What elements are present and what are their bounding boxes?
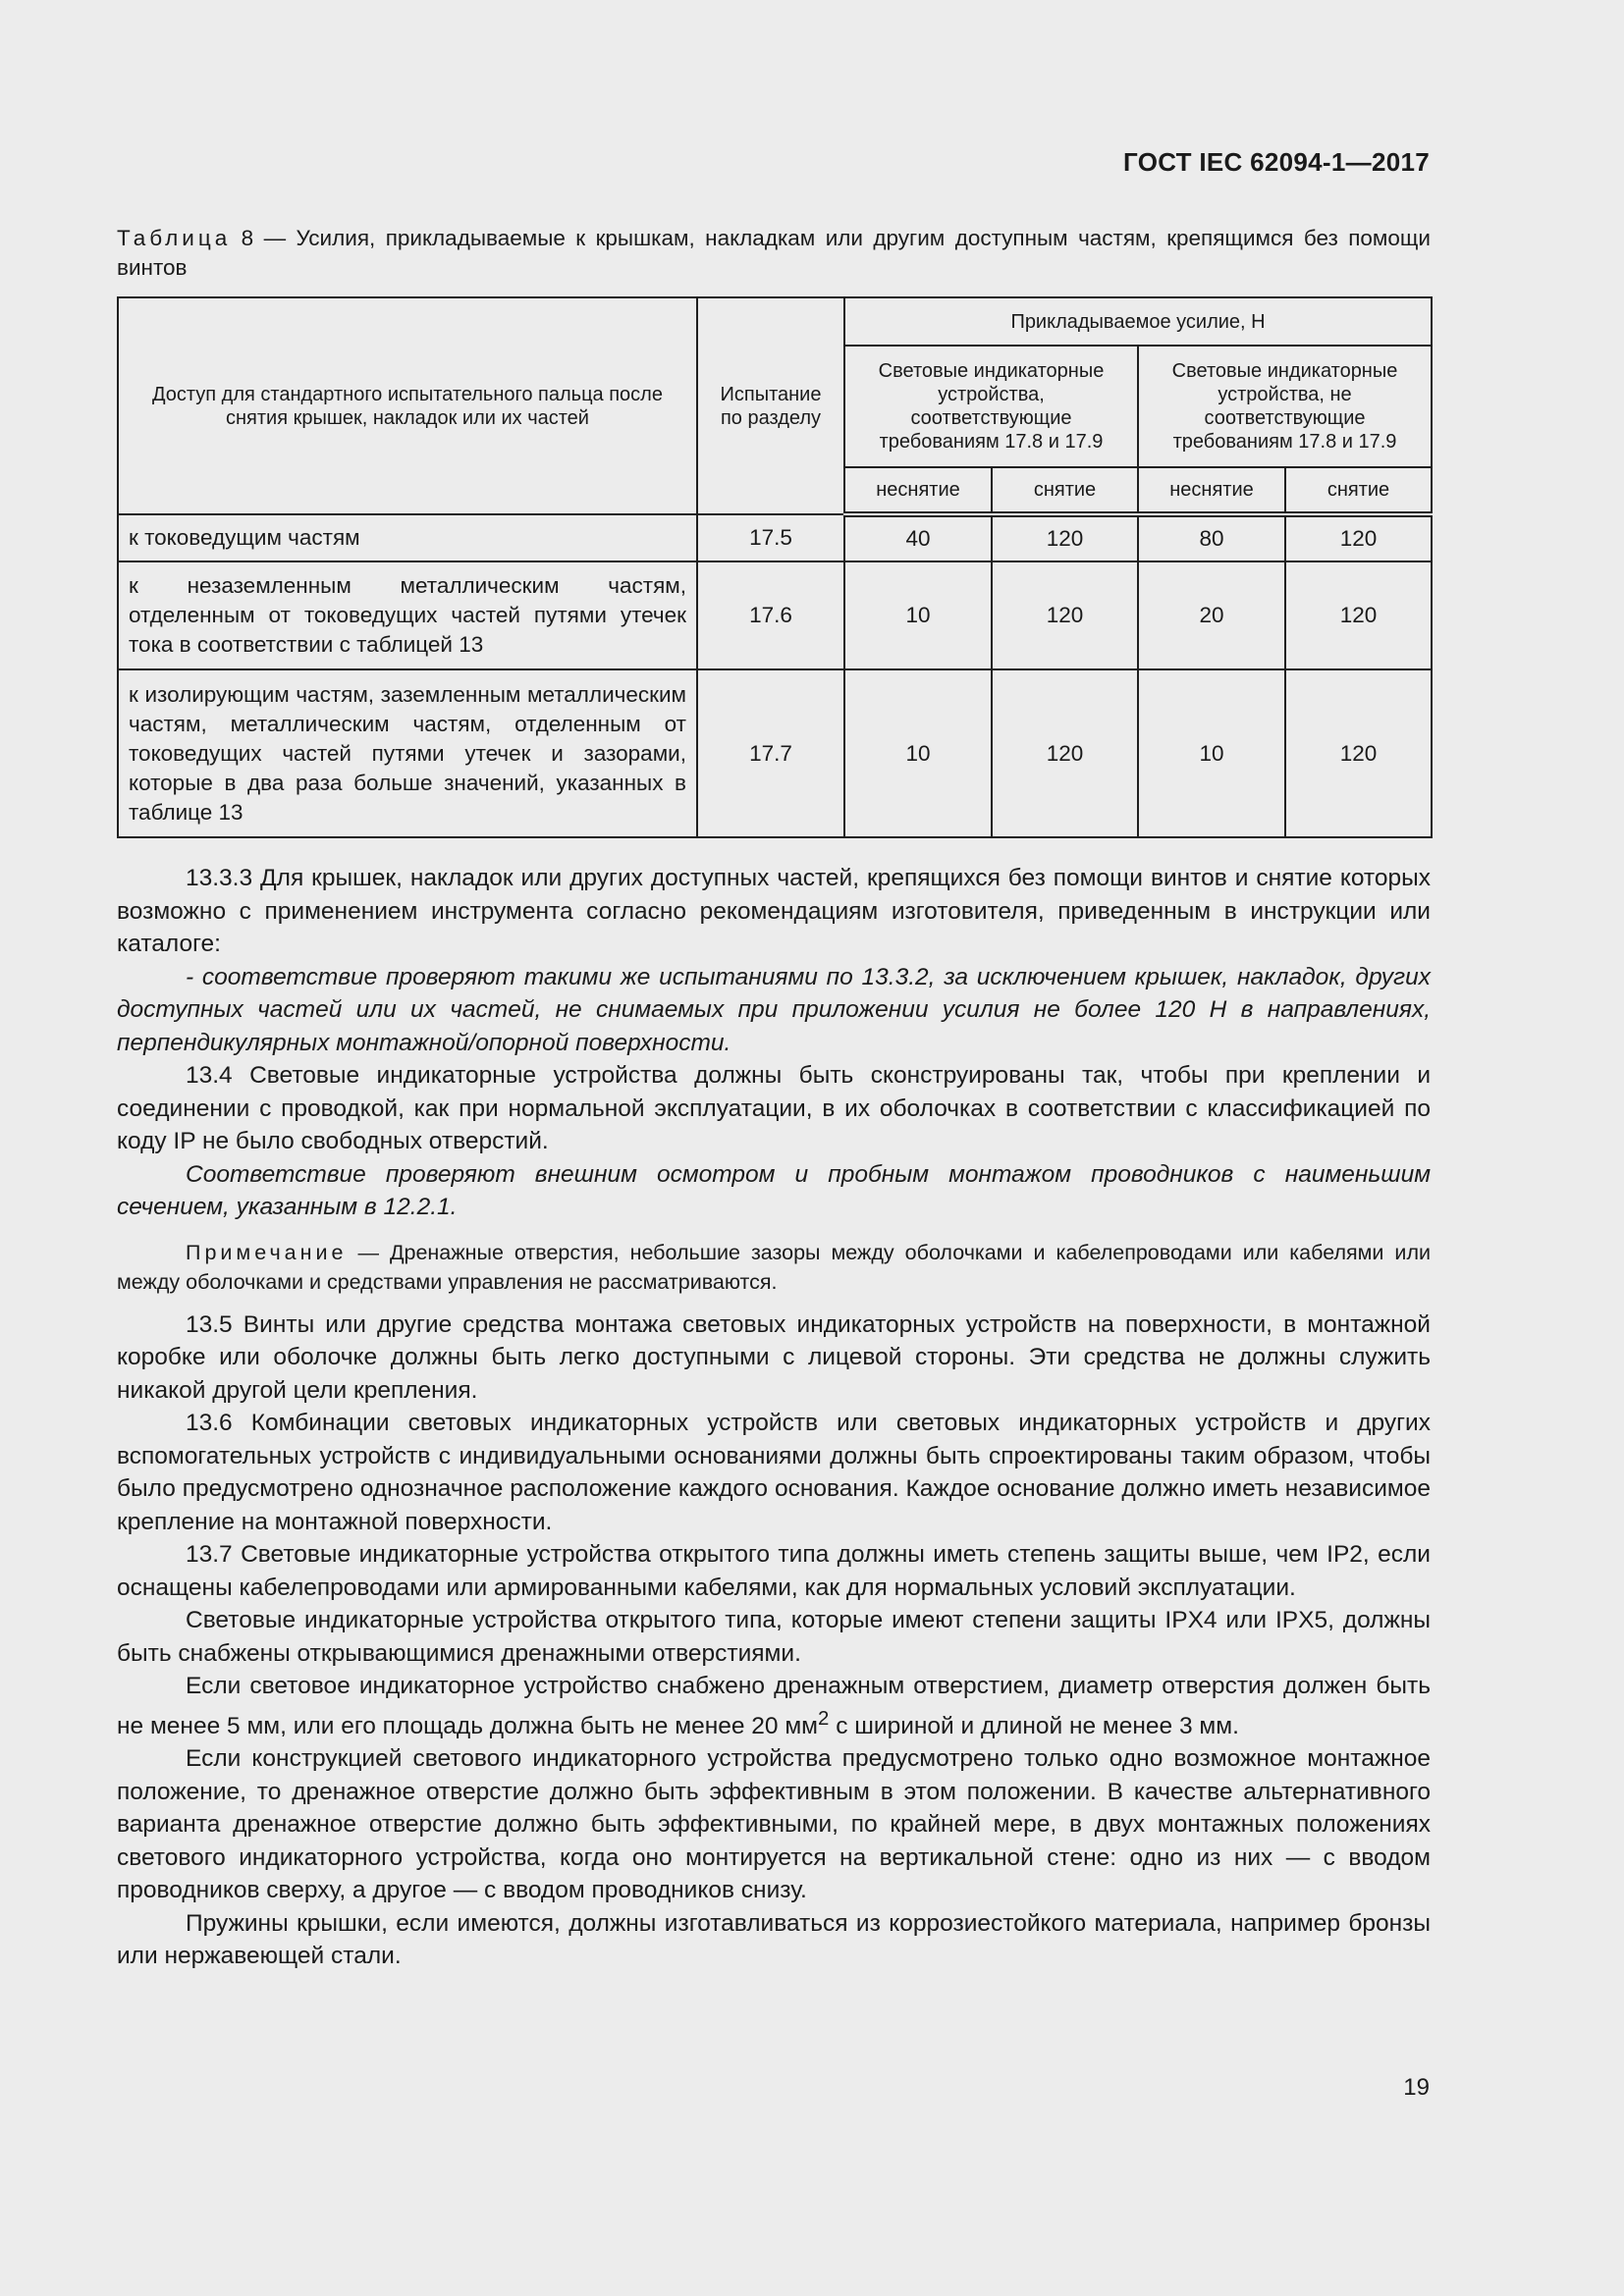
table-caption-text: 8 — Усилия, прикладываемые к крышкам, накладкам или другим доступным частям, крепящимся без помощи винтов (117, 226, 1431, 280)
row-label: к токоведущим частям (118, 514, 697, 561)
document-code: ГОСТ IEC 62094-1—2017 (1123, 147, 1430, 177)
row-value: 120 (992, 561, 1138, 669)
row-value: 120 (1285, 561, 1432, 669)
row-value: 120 (992, 514, 1138, 561)
row-value: 20 (1138, 561, 1285, 669)
row-label: к изолирующим частям, заземленным металлическим частям, металлическим частям, отделенным от токоведущих частей путями утечек и зазорами, которые в два раза больше значений, указанных в таблице 13 (118, 669, 697, 837)
subheader-not-removed: неснятие (1138, 467, 1285, 514)
row-value: 120 (992, 669, 1138, 837)
paragraph-13-4-compliance: Соответствие проверяют внешним осмотром и пробным монтажом проводников с наименьшим сечением, указанным в 12.2.1. (117, 1160, 1431, 1220)
row-test: 17.6 (697, 561, 844, 669)
row-value: 10 (1138, 669, 1285, 837)
header-applied-force: Прикладываемое усилие, Н (844, 297, 1432, 346)
table-row (118, 669, 1432, 837)
paragraph-13-7-drain: Световые индикаторные устройства открытого типа, которые имеют степени защиты IPX4 или IPX5, должны быть снабжены открывающимися дренажными отверстиями. (117, 1607, 1431, 1667)
paragraph-13-4: 13.4 Световые индикаторные устройства должны быть сконструированы так, чтобы при креплении и соединении с проводкой, как при нормальной эксплуатации, в их оболочках в соответствии с классификацией по коду IP не было свободных отверстий. (117, 1062, 1431, 1154)
row-test: 17.7 (697, 669, 844, 837)
row-value: 120 (1285, 669, 1432, 837)
header-access: Доступ для стандартного испытательного пальца после снятия крышек, накладок или их частей (118, 297, 697, 514)
note (117, 1238, 1431, 1297)
paragraph-13-3-3-compliance: - соответствие проверяют такими же испытаниями по 13.3.2, за исключением крышек, накладок, других доступных частей или их частей, не снимаемых при приложении усилия не более 120 Н в направлениях, перпендикулярных монтажной/опорной поверхности. (117, 963, 1431, 1056)
paragraph-13-5: 13.5 Винты или другие средства монтажа световых индикаторных устройств на поверхности, в монтажной коробке или оболочке должны быть легко доступными с лицевой стороны. Эти средства не должны служить никакой другой цели крепления. (117, 1310, 1431, 1404)
page-number: 19 (1403, 2074, 1430, 2101)
force-table (117, 296, 1433, 838)
drain-size-text-end: с шириной и длиной не менее 3 мм. (829, 1712, 1239, 1739)
note-text: — Дренажные отверстия, небольшие зазоры между оболочками и кабелепроводами или кабелями или между оболочками и средствами управления не рассматриваются. (117, 1240, 1431, 1294)
header-group-noncompliant: Световые индикаторные устройства, не соответствующие требованиям 17.8 и 17.9 (1138, 346, 1432, 467)
paragraph-13-6: 13.6 Комбинации световых индикаторных устройств или световых индикаторных устройств и других вспомогательных устройств с индивидуальными основаниями должны быть спроектированы таким образом, чтобы было предусмотрено однозначное расположение каждого основания. Каждое основание должно иметь независимое крепление на монтажной поверхности. (117, 1410, 1431, 1535)
drain-size-text: Если световое индикаторное устройство снабжено дренажным отверстием, диаметр отверстия должен быть не менее 5 мм, или его площадь должна быть не менее 20 мм (117, 1673, 1431, 1739)
header-group-compliant: Световые индикаторные устройства, соответствующие требованиям 17.8 и 17.9 (844, 346, 1138, 467)
subheader-removed: снятие (1285, 467, 1432, 514)
paragraph-13-3-3: 13.3.3 Для крышек, накладок или других доступных частей, крепящихся без помощи винтов и снятие которых возможно с применением инструмента согласно рекомендациям изготовителя, приведенным в инструкции или каталоге: (117, 865, 1431, 957)
table-caption-label: Таблица (117, 226, 232, 250)
row-value: 40 (844, 514, 992, 561)
row-label: к незаземленным металлическим частям, отделенным от токоведущих частей путями утечек тока в соответствии с таблицей 13 (118, 561, 697, 669)
header-test-section: Испытание по разделу (697, 297, 844, 514)
body-text (117, 862, 1431, 1973)
paragraph-13-7: 13.7 Световые индикаторные устройства открытого типа должны иметь степень защиты выше, чем IP2, если оснащены кабелепроводами или армированными кабелями, как для нормальных условий эксплуатации. (117, 1541, 1431, 1601)
row-value: 10 (844, 669, 992, 837)
table-caption (117, 224, 1431, 283)
table-row (118, 514, 1432, 561)
superscript-2: 2 (818, 1707, 830, 1730)
row-test: 17.5 (697, 514, 844, 561)
row-value: 10 (844, 561, 992, 669)
paragraph-13-7-drain-size (117, 1670, 1431, 1742)
row-value: 80 (1138, 514, 1285, 561)
subheader-not-removed: неснятие (844, 467, 992, 514)
paragraph-13-7-mounting: Если конструкцией светового индикаторного устройства предусмотрено только одно возможное монтажное положение, то дренажное отверстие должно быть эффективным в этом положении. В качестве альтернативного варианта дренажное отверстие должно быть эффективными, по крайней мере, в двух монтажных положениях светового индикаторного устройства, когда оно монтируется на вертикальной стене: одно из них — с вводом проводников сверху, а другое — с вводом проводников снизу. (117, 1745, 1431, 1904)
row-value: 120 (1285, 514, 1432, 561)
note-label: Примечание (186, 1240, 348, 1264)
paragraph-13-7-springs: Пружины крышки, если имеются, должны изготавливаться из коррозиестойкого материала, например бронзы или нержавеющей стали. (117, 1909, 1431, 1970)
subheader-removed: снятие (992, 467, 1138, 514)
table-row (118, 561, 1432, 669)
